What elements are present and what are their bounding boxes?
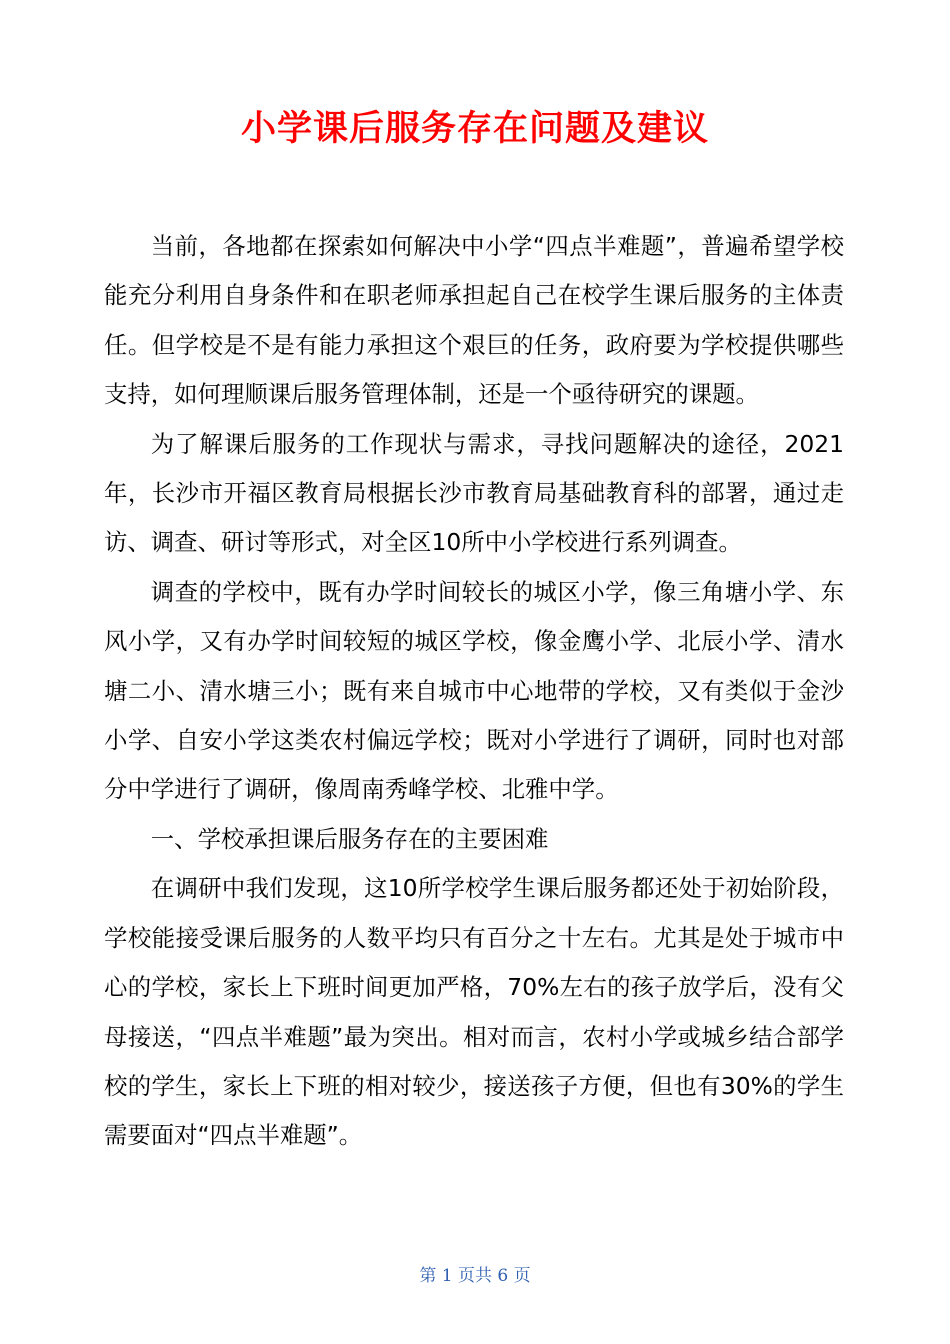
page-number-footer: 第 1 页共 6 页 — [419, 1266, 531, 1286]
paragraph-findings: 在调研中我们发现，这10所学校学生课后服务都还处于初始阶段，学校能接受课后服务的人数平均只有百分之十左右。尤其是处于城市中心的学校，家长上下班时间更加严格，70%左右的孩子放学后，没有父母接送，“四点半难题”最为突出。相对而言，农村小学或城乡结合部学校的学生，家长上下班的相对较少，接送孩子方便，但也有30%的学生需要面对“四点半难题”。 — [104, 874, 844, 1150]
paragraph-survey-purpose: 为了解课后服务的工作现状与需求，寻找问题解决的途径，2021年，长沙市开福区教育局根据长沙市教育局基础教育科的部署，通过走访、调查、研讨等形式，对全区10所中小学校进行系列调查。 — [104, 429, 844, 557]
section-heading: 一、学校承担课后服务存在的主要困难 — [150, 824, 549, 853]
paragraph-intro: 当前，各地都在探索如何解决中小学“四点半难题”，普遍希望学校能充分利用自身条件和在职老师承担起自己在校学生课后服务的主体责任。但学校是不是有能力承担这个艰巨的任务，政府要为学校提供哪些支持，如何理顺课后服务管理体制，还是一个亟待研究的课题。 — [104, 232, 844, 409]
paragraph-surveyed-schools: 调查的学校中，既有办学时间较长的城区小学，像三角塘小学、东风小学，又有办学时间较短的城区学校，像金鹰小学、北辰小学、清水塘二小、清水塘三小；既有来自城市中心地带的学校，又有类似于金沙小学、自安小学这类农村偏远学校；既对小学进行了调研，同时也对部分中学进行了调研，像周南秀峰学校、北雅中学。 — [104, 577, 844, 804]
document-title: 小学课后服务存在问题及建议 — [240, 109, 709, 149]
document-body — [104, 222, 844, 1161]
